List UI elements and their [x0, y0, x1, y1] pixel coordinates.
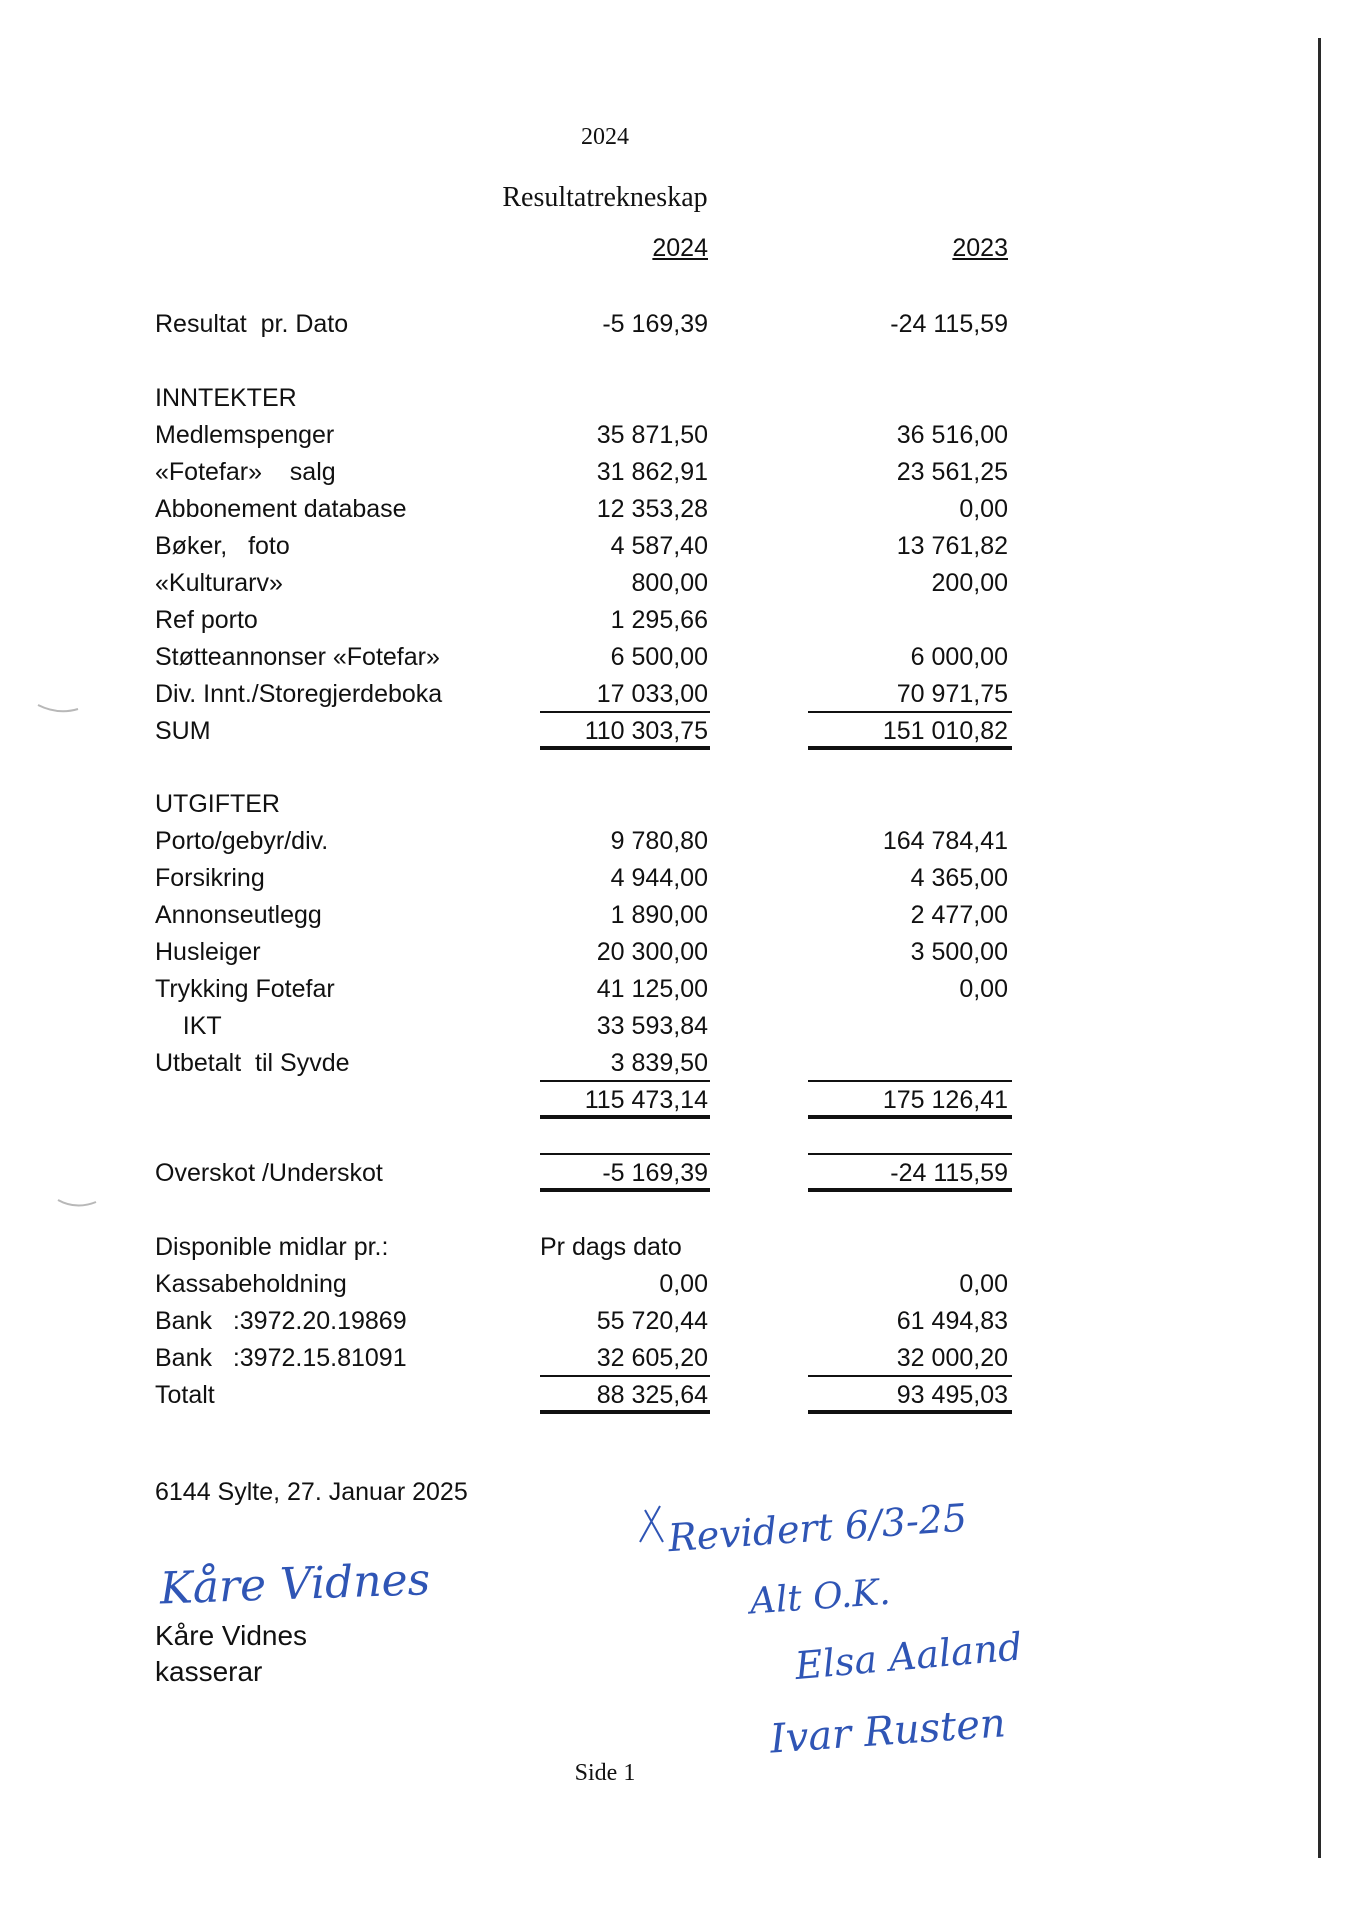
row-label: IKT: [155, 1012, 222, 1040]
value-2023: 93 495,03: [896, 1381, 1008, 1409]
row-label: Resultat pr. Dato: [155, 310, 349, 338]
row-label: Porto/gebyr/div.: [155, 827, 329, 855]
value-2024: 17 033,00: [596, 680, 708, 708]
value-2024: 800,00: [631, 569, 708, 597]
value-2023: 164 784,41: [882, 827, 1008, 855]
value-2024: -5 169,39: [602, 310, 708, 338]
header-year: 2024: [581, 124, 629, 150]
column-header-current: 2024: [652, 234, 708, 262]
signer-name: Kåre Vidnes: [155, 1620, 308, 1651]
place-date: 6144 Sylte, 27. Januar 2025: [155, 1478, 468, 1506]
row-label: Bank :3972.15.81091: [155, 1344, 407, 1372]
scan-mark: [58, 1200, 96, 1206]
value-2023: 175 126,41: [882, 1086, 1008, 1114]
signer-role: kasserar: [155, 1656, 263, 1687]
value-2024: 110 303,75: [584, 717, 708, 745]
audit-note-line: Revidert 6/3-25: [666, 1495, 969, 1561]
value-2024: 32 605,20: [596, 1344, 708, 1372]
auditor-signature: Ivar Rusten: [768, 1700, 1008, 1763]
page-title: Resultatrekneskap: [502, 182, 708, 213]
row-label: «Fotefar» salg: [155, 458, 336, 486]
value-2023: 32 000,20: [896, 1344, 1008, 1372]
value-2023: 151 010,82: [882, 717, 1008, 745]
row-label: Totalt: [155, 1381, 215, 1409]
row-label: Bank :3972.20.19869: [155, 1307, 407, 1335]
value-2023: 3 500,00: [910, 938, 1008, 966]
value-2023: 70 971,75: [896, 680, 1008, 708]
heading-label: UTGIFTER: [155, 790, 280, 818]
row-label: Utbetalt til Syvde: [155, 1049, 350, 1077]
auditor-signature: Elsa Aaland: [793, 1624, 1025, 1689]
row-label: Medlemspenger: [155, 421, 335, 449]
value-2023: 61 494,83: [896, 1307, 1008, 1335]
value-2024: 115 473,14: [584, 1086, 708, 1114]
value-2023: 0,00: [959, 1270, 1008, 1298]
value-2024: 55 720,44: [596, 1307, 708, 1335]
value-2024: 33 593,84: [596, 1012, 708, 1040]
value-2024: 6 500,00: [610, 643, 708, 671]
value-2024: 88 325,64: [596, 1381, 708, 1409]
row-label: Div. Innt./Storegjerdeboka: [155, 680, 443, 708]
value-2024: 9 780,80: [610, 827, 708, 855]
heading-label: INNTEKTER: [155, 384, 297, 412]
row-label: Ref porto: [155, 606, 258, 634]
value-2024: 20 300,00: [596, 938, 708, 966]
value-2024: 1 890,00: [610, 901, 708, 929]
row-label: Bøker, foto: [155, 532, 290, 560]
column-header-previous: 2023: [952, 234, 1008, 262]
value-2023: 0,00: [959, 975, 1008, 1003]
funds-note: Pr dags dato: [540, 1233, 682, 1261]
value-2024: 1 295,66: [610, 606, 708, 634]
value-2024: 31 862,91: [596, 458, 708, 486]
row-label: Abbonement database: [155, 495, 407, 523]
value-2024: 3 839,50: [610, 1049, 708, 1077]
value-2024: 12 353,28: [596, 495, 708, 523]
value-2023: 23 561,25: [896, 458, 1008, 486]
value-2023: 0,00: [959, 495, 1008, 523]
row-label: Disponible midlar pr.:: [155, 1233, 389, 1261]
value-2024: 0,00: [659, 1270, 708, 1298]
row-label: Overskot /Underskot: [155, 1159, 383, 1187]
value-2024: 35 871,50: [596, 421, 708, 449]
value-2023: -24 115,59: [890, 1159, 1008, 1187]
scan-mark: [38, 705, 78, 711]
audit-mark-icon: [640, 1506, 663, 1542]
audit-note-line: Alt O.K.: [748, 1571, 892, 1623]
value-2024: 41 125,00: [596, 975, 708, 1003]
value-2023: 6 000,00: [910, 643, 1008, 671]
page-number: Side 1: [574, 1760, 636, 1786]
row-label: Kassabeholdning: [155, 1270, 347, 1298]
row-label: Annonseutlegg: [155, 901, 322, 929]
row-label: Trykking Fotefar: [155, 975, 335, 1003]
value-2024: -5 169,39: [602, 1159, 708, 1187]
handwritten-signature: Kåre Vidnes: [159, 1554, 431, 1615]
value-2023: 4 365,00: [910, 864, 1008, 892]
row-label: Forsikring: [155, 864, 265, 892]
value-2024: 4 944,00: [610, 864, 708, 892]
value-2023: 36 516,00: [896, 421, 1008, 449]
value-2024: 4 587,40: [610, 532, 708, 560]
value-2023: 200,00: [931, 569, 1008, 597]
row-label: Støtteannonser «Fotefar»: [155, 643, 440, 671]
row-label: Husleiger: [155, 938, 261, 966]
row-label: «Kulturarv»: [155, 569, 283, 597]
value-2023: 13 761,82: [896, 532, 1008, 560]
value-2023: 2 477,00: [910, 901, 1008, 929]
value-2023: -24 115,59: [890, 310, 1008, 338]
row-label: SUM: [155, 717, 211, 745]
